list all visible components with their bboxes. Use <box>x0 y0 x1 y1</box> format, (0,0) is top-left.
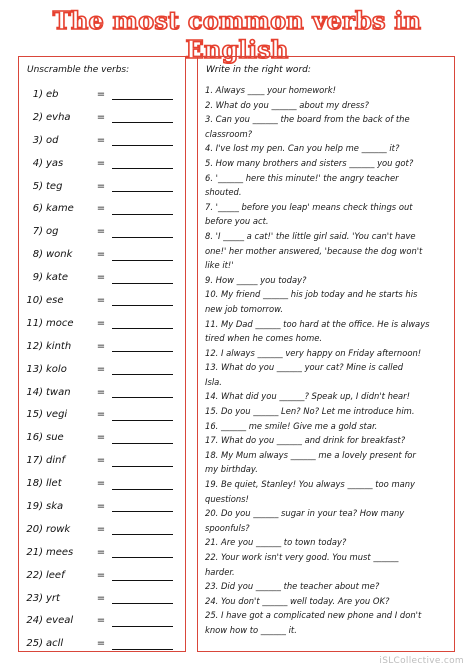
sentence-line: 7. '_____ before you leap' means check things out <box>205 201 413 212</box>
sentence-line: 3. Can you ______ the board from the back of the <box>205 114 410 125</box>
scrambled-verb: mees <box>46 546 74 558</box>
verb-row <box>25 609 179 632</box>
answer-line[interactable] <box>112 180 173 192</box>
scrambled-verb: wonk <box>46 249 73 261</box>
sentence-line: 25. I have got a complicated new phone and I don't <box>205 610 422 621</box>
equals-sign: = <box>96 386 106 398</box>
scrambled-verb: ska <box>46 500 64 512</box>
sentence-line: 15. Do you ______ Len? No? Let me introduce him. <box>205 406 415 417</box>
sentence-line: shouted. <box>205 187 242 198</box>
scrambled-verb: eveal <box>46 615 74 627</box>
verb-list <box>25 83 179 655</box>
verb-row <box>25 220 179 243</box>
verb-row <box>25 312 179 335</box>
sentence-line: 22. Your work isn't very good. You must ______ <box>205 552 399 562</box>
sentence-line: 9. How _____ you today? <box>205 274 307 285</box>
verb-number: 20) <box>26 523 43 535</box>
answer-line[interactable] <box>112 340 173 352</box>
answer-line[interactable] <box>112 478 173 490</box>
answer-line[interactable] <box>112 638 173 650</box>
fill-in-heading: Write in the right word: <box>206 65 311 75</box>
scrambled-verb: evha <box>46 111 71 123</box>
sentence-line: 13. What do you ______ your cat? Mine is called <box>205 362 404 373</box>
answer-line[interactable] <box>112 386 173 398</box>
sentence-line: 19. Be quiet, Stanley! You always ______ too many <box>205 479 415 490</box>
equals-sign: = <box>96 226 106 238</box>
answer-line[interactable] <box>112 546 173 558</box>
equals-sign: = <box>96 638 106 650</box>
answer-line[interactable] <box>112 88 173 100</box>
equals-sign: = <box>96 546 106 558</box>
equals-sign: = <box>96 455 106 467</box>
equals-sign: = <box>96 363 106 375</box>
equals-sign: = <box>96 340 106 352</box>
equals-sign: = <box>96 615 106 627</box>
scrambled-verb: llet <box>46 478 62 490</box>
answer-line[interactable] <box>112 249 173 261</box>
sentence-line: classroom? <box>205 128 253 139</box>
scrambled-verb: kolo <box>46 363 67 375</box>
sentence-line: tired when he comes home. <box>205 333 323 344</box>
answer-line[interactable] <box>112 294 173 306</box>
equals-sign: = <box>96 180 106 192</box>
answer-line[interactable] <box>112 592 173 604</box>
equals-sign: = <box>96 272 106 284</box>
equals-sign: = <box>96 157 106 169</box>
sentence-line: 5. How many brothers and sisters ______ you got? <box>205 157 414 168</box>
scrambled-verb: sue <box>46 432 64 444</box>
verb-row <box>25 403 179 426</box>
scrambled-verb: leef <box>46 569 65 581</box>
answer-line[interactable] <box>112 203 173 215</box>
verb-row <box>25 358 179 381</box>
verb-number: 11) <box>26 317 43 329</box>
equals-sign: = <box>96 111 106 123</box>
unscramble-heading: Unscramble the verbs: <box>27 65 130 75</box>
verb-number: 23) <box>26 592 43 604</box>
worksheet-title: The most common verbs in English <box>52 6 422 64</box>
verb-number: 22) <box>26 569 43 581</box>
watermark: iSLCollective.com <box>379 656 464 666</box>
scrambled-verb: od <box>46 134 59 146</box>
sentence-line: 20. Do you ______ sugar in your tea? How many <box>205 508 405 519</box>
verb-number: 16) <box>26 432 43 444</box>
sentence-line: harder. <box>205 566 235 577</box>
equals-sign: = <box>96 409 106 421</box>
scrambled-verb: eb <box>46 88 59 100</box>
equals-sign: = <box>96 432 106 444</box>
equals-sign: = <box>96 592 106 604</box>
verb-number: 8) <box>32 249 43 261</box>
scrambled-verb: kame <box>46 203 74 215</box>
verb-number: 17) <box>26 455 43 467</box>
verb-row <box>25 518 179 541</box>
scrambled-verb: teg <box>46 180 63 192</box>
equals-sign: = <box>96 249 106 261</box>
equals-sign: = <box>96 134 106 146</box>
unscramble-panel <box>18 56 186 652</box>
scrambled-verb: vegi <box>46 409 68 421</box>
verb-row <box>25 243 179 266</box>
scrambled-verb: moce <box>46 317 74 329</box>
sentence-line: 6. '______ here this minute!' the angry teacher <box>205 172 399 183</box>
equals-sign: = <box>96 478 106 490</box>
answer-line[interactable] <box>112 363 173 375</box>
sentence-line: questions! <box>205 493 249 504</box>
verb-number: 13) <box>26 363 43 375</box>
verb-number: 9) <box>32 272 43 284</box>
sentence-line: one!' her mother answered, 'because the dog won't <box>205 245 423 256</box>
sentence-line: 21. Are you ______ to town today? <box>205 537 347 548</box>
sentence-line: before you act. <box>205 216 269 227</box>
verb-row <box>25 426 179 449</box>
sentence-line: 10. My friend ______ his job today and he starts his <box>205 289 418 300</box>
verb-row <box>25 83 179 106</box>
sentence-line: know how to ______ it. <box>205 624 297 635</box>
verb-row <box>25 289 179 312</box>
answer-line[interactable] <box>112 272 173 284</box>
sentence-line: 8. 'I _____ a cat!' the little girl said. 'You can't have <box>205 230 416 241</box>
answer-line[interactable] <box>112 111 173 123</box>
verb-row <box>25 152 179 175</box>
answer-line[interactable] <box>112 500 173 512</box>
answer-line[interactable] <box>112 569 173 581</box>
answer-line[interactable] <box>112 226 173 238</box>
verb-number: 10) <box>26 294 43 306</box>
scrambled-verb: dinf <box>46 455 65 467</box>
scrambled-verb: og <box>46 226 59 238</box>
verb-row <box>25 632 179 655</box>
verb-number: 5) <box>32 180 43 192</box>
verb-row <box>25 106 179 129</box>
equals-sign: = <box>96 203 106 215</box>
sentence-line: 11. My Dad ______ too hard at the office. He is always <box>205 318 430 329</box>
verb-number: 12) <box>26 340 43 352</box>
verb-number: 7) <box>32 226 43 238</box>
scrambled-verb: kinth <box>46 340 72 352</box>
sentence-line: 16. ______ me smile! Give me a gold star. <box>205 420 378 431</box>
verb-number: 6) <box>32 203 43 215</box>
verb-row <box>25 175 179 198</box>
verb-number: 4) <box>32 157 43 169</box>
sentence-line: 17. What do you ______ and drink for breakfast? <box>205 435 406 446</box>
verb-number: 24) <box>26 615 43 627</box>
scrambled-verb: yrt <box>46 592 60 604</box>
answer-line[interactable] <box>112 317 173 329</box>
scrambled-verb: ese <box>46 294 64 306</box>
verb-row <box>25 472 179 495</box>
verb-row <box>25 449 179 472</box>
equals-sign: = <box>96 500 106 512</box>
answer-line[interactable] <box>112 432 173 444</box>
verb-number: 25) <box>26 638 43 650</box>
verb-number: 2) <box>32 111 43 123</box>
answer-line[interactable] <box>112 615 173 627</box>
sentence-line: 23. Did you ______ the teacher about me? <box>205 581 380 592</box>
verb-row <box>25 541 179 564</box>
verb-row <box>25 266 179 289</box>
verb-row <box>25 587 179 610</box>
scrambled-verb: kate <box>46 272 68 284</box>
sentence-line: 18. My Mum always ______ me a lovely present for <box>205 449 416 460</box>
verb-number: 1) <box>32 88 43 100</box>
fill-in-panel <box>197 56 455 652</box>
equals-sign: = <box>96 523 106 535</box>
sentence-line: 14. What did you ______? Speak up, I didn't hear! <box>205 391 410 402</box>
verb-number: 15) <box>26 409 43 421</box>
verb-number: 3) <box>32 134 43 146</box>
equals-sign: = <box>96 569 106 581</box>
equals-sign: = <box>96 88 106 100</box>
sentence-line: 24. You don't ______ well today. Are you OK? <box>205 595 390 606</box>
verb-number: 21) <box>26 546 43 558</box>
answer-line[interactable] <box>112 157 173 169</box>
sentence-line: spoonfuls? <box>205 522 250 533</box>
answer-line[interactable] <box>112 455 173 467</box>
verb-row <box>25 381 179 404</box>
equals-sign: = <box>96 317 106 329</box>
sentence-line: 1. Always ____ your homework! <box>205 85 336 95</box>
scrambled-verb: twan <box>46 386 71 398</box>
scrambled-verb: acll <box>46 638 64 650</box>
answer-line[interactable] <box>112 409 173 421</box>
sentence-line: my birthday. <box>205 464 258 475</box>
answer-line[interactable] <box>112 134 173 146</box>
sentence-line: new job tomorrow. <box>205 303 284 314</box>
verb-number: 14) <box>26 386 43 398</box>
verb-row <box>25 564 179 587</box>
answer-line[interactable] <box>112 523 173 535</box>
equals-sign: = <box>96 294 106 306</box>
scrambled-verb: yas <box>46 157 64 169</box>
verb-row <box>25 335 179 358</box>
sentence-line: Isla. <box>205 376 222 387</box>
sentence-list <box>205 83 448 638</box>
scrambled-verb: rowk <box>46 523 71 535</box>
verb-number: 18) <box>26 478 43 490</box>
sentence-line: 4. I've lost my pen. Can you help me ______ it? <box>205 143 400 154</box>
verb-row <box>25 197 179 220</box>
verb-row <box>25 495 179 518</box>
verb-number: 19) <box>26 500 43 512</box>
verb-row <box>25 129 179 152</box>
sentence-line: 2. What do you ______ about my dress? <box>205 99 369 110</box>
sentence-line: like it!' <box>205 260 234 271</box>
sentence-line: 12. I always ______ very happy on Friday afternoon! <box>205 347 422 358</box>
